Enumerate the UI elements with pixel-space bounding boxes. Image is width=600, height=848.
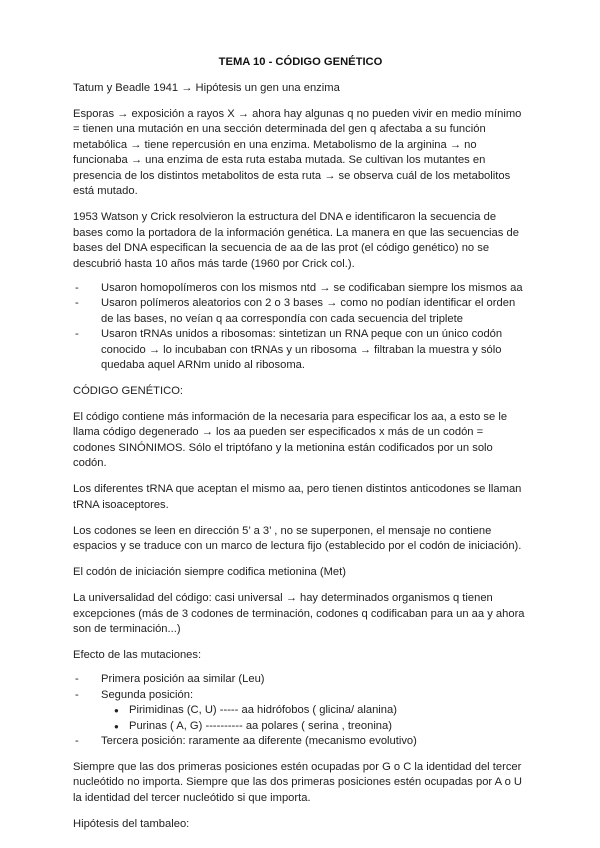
- list-item: - Usaron polímeros aleatorios con 2 o 3 bases → como no podían identificar el orden de las bases, no veían q aa correspondía con cada secuencia del triplete: [101, 296, 528, 327]
- list-item: - Primera posición aa similar (Leu): [101, 672, 528, 688]
- intro-paragraph: Tatum y Beadle 1941 → Hipótesis un gen una enzima: [73, 81, 340, 94]
- page-title: TEMA 10 - CÓDIGO GENÉTICO: [218, 56, 383, 68]
- mutations-list: [73, 672, 528, 750]
- sub-list-item: ● Pirimidinas (C, U) ----- aa hidrófobos ( glicina/ alanina): [129, 703, 528, 719]
- sub-list: [101, 703, 528, 734]
- start-codon-paragraph: El codón de iniciación siempre codifica metionina (Met): [73, 566, 346, 578]
- list-item-label: Segunda posición:: [101, 688, 194, 701]
- section-heading-mutaciones: Efecto de las mutaciones:: [73, 649, 202, 661]
- isoacceptors-paragraph: Los diferentes tRNA que aceptan el mismo aa, pero tienen distintos anticodones se llaman tRNA isoaceptores.: [73, 483, 522, 511]
- watson-crick-paragraph: 1953 Watson y Crick resolvieron la estructura del DNA e identificaron la secuencia de bases como la portadora de la información genética. La manera en que las secuencias de bases del DNA especifican la secuencia de aa de las prot (el código genético) no se descubrió hasta 10 años más tarde (1960 por Crick col.).: [73, 211, 519, 270]
- third-nucleotide-paragraph: Siempre que las dos primeras posiciones estén ocupadas por G o C la identidad del tercer nucleótido no importa. Siempre que las dos primeras posiciones estén ocupadas por A o U la identidad del tercer nucleótido si que importa.: [73, 760, 523, 804]
- universality-paragraph: La universalidad del código: casi universal → hay determinados organismos q tienen excepciones (más de 3 codones de terminación, codones q codificaban para un aa y ahora son de terminación...): [73, 592, 525, 635]
- esporas-paragraph: Esporas → exposición a rayos X → ahora hay algunas q no pueden vivir en medio mínimo = tienen una mutación en una sección determinada del gen q afectaba a su función metabólica → tiene repercusión en una enzima. Metabolismo de la arginina → no funcionaba → una enzima de esta ruta estaba mutada. Se cultivan los mutantes en presencia de los distintos metabolitos de esta ruta → se observa cuál de los metabolitos está mutado.: [73, 107, 522, 197]
- degenerate-code-paragraph: El código contiene más información de la necesaria para especificar los aa, a esto se le llama código degenerado → los aa pueden ser especificados x más de un codón = codones SINÓNIMOS. Sólo el triptófano y la metionina están codificados por un solo codón.: [73, 410, 508, 469]
- experiments-list: [73, 281, 528, 374]
- list-item: - Tercera posición: raramente aa diferente (mecanismo evolutivo): [101, 734, 528, 750]
- list-item: - Usaron homopolímeros con los mismos ntd → se codificaban siempre los mismos aa: [101, 281, 528, 297]
- section-heading-tambaleo: Hipótesis del tambaleo:: [73, 817, 190, 830]
- section-heading-codigo: CÓDIGO GENÉTICO:: [73, 384, 184, 397]
- reading-frame-paragraph: Los codones se leen en dirección 5’ a 3’ , no se superponen, el mensaje no contiene espacios y se traduce con un marco de lectura fijo (establecido por el codón de iniciación).: [73, 524, 522, 552]
- list-item: [101, 688, 528, 735]
- list-item: - Usaron tRNAs unidos a ribosomas: sintetizan un RNA peque con un único codón conocido → lo incubaban con tRNAs y un ribosoma → filtraban la muestra y sólo quedaba aquel ARNm unido al ribosoma.: [101, 327, 528, 374]
- sub-list-item: ● Purinas ( A, G) ---------- aa polares ( serina , treonina): [129, 719, 528, 735]
